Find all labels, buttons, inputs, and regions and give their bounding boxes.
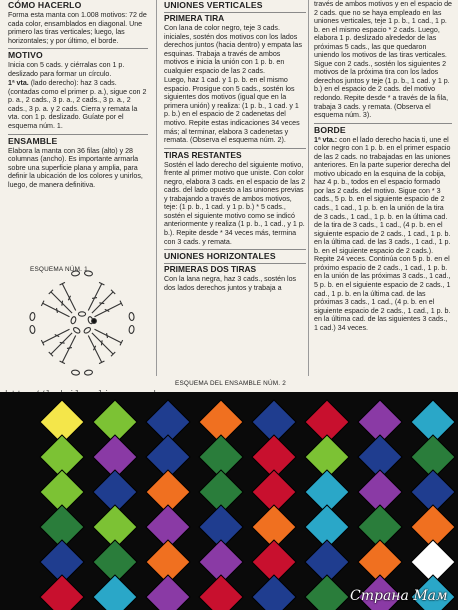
stitch-cross-bar — [62, 301, 63, 306]
separator — [314, 123, 452, 124]
chain-stitch-symbol — [84, 271, 93, 277]
paragraph-como: Forma esta manta con 1.008 motivos: 72 de cada color, ensamblados en diagonal. Une primero las tiras verticales; luego, las horizontales; y por último, el borde. — [8, 11, 147, 45]
chain-stitch-symbol — [83, 326, 91, 334]
crochet-diagram-esquema-1 — [10, 255, 150, 387]
heading-motivo: MOTIVO — [8, 50, 43, 61]
heading-borde: BORDE — [314, 124, 346, 135]
double-crochet-symbol — [88, 336, 101, 363]
chain-stitch-symbol — [30, 325, 36, 334]
double-crochet-symbol — [62, 336, 75, 363]
text-column-1 — [8, 0, 148, 190]
stitch-cross-bar — [60, 342, 65, 343]
caption-esquema-2: ESQUEMA DEL ENSAMBLE NÚM. 2 — [175, 380, 286, 387]
double-crochet-symbol — [95, 329, 122, 342]
slip-stitch-symbol — [92, 319, 97, 324]
double-crochet-symbol — [51, 333, 72, 354]
double-crochet-symbol — [95, 303, 122, 316]
caption-esquema-1: ESQUEMA NÚM. 1 — [30, 266, 88, 273]
stitch-cross-bar — [107, 333, 108, 338]
double-crochet-symbol — [43, 329, 70, 342]
text-column-2 — [164, 0, 306, 293]
separator — [8, 134, 148, 135]
paragraph-primeras-dos-tiras: Con la lana negra, haz 3 cads., sostén los dos lados derechos juntos y trabaja a — [164, 275, 297, 292]
double-crochet-symbol — [88, 284, 101, 311]
column-divider — [156, 0, 157, 376]
heading-ensamble: ENSAMBLE — [8, 135, 58, 146]
paragraph-borde: 1ª vta.: con el lado derecho hacia ti, une el color negro con 1 p. b. en el primer espacio de las 2 cads. no trabajadas en las uniones anteriores. En la parte superior derecha del motivo ubicado en la esquina de la cobija, haz 4 p. b., todos en el espacio formado por las 2 cads. del motivo. Sigue con * 3 cads., 5 p. b. en el siguiente espacio de 2 cads., 1 cad., 1 p. b. en la unión de la tira de 3 cads., 1 cad., 1 p. b. en la última cad. de la tira de 3 cads., 1 cad., (4 p. b. en el siguiente espacio de 2 cads., 1 cad., 1 p. b. en la última cad. de las 3 cads., 1 cad., 1 p. b. en el siguiente espacio de 2 cads.). Repite 24 veces. Continúa con 5 p. b. en el próximo espacio de 2 cads., 1 cad., 1 p. b. en la unión de las próximas 3 cads., 1 cad., 5 p. b. en el siguiente espacio de 2 cads., 1 cad., 1 p. b. en la última cad. de las próximas 3 cads., 1 cad., (4 p. b. en el siguiente espacio de 2 cads., 1 cad., 1 p. b. en la última cad. de las siguientes 3 cads., 1 cad.) 34 veces. — [314, 135, 451, 332]
heading-uniones-horizontales: UNIONES HORIZONTALES — [164, 251, 276, 262]
text-column-3 — [314, 0, 452, 333]
double-crochet-symbol — [92, 333, 113, 354]
double-crochet-symbol — [62, 284, 75, 311]
chain-stitch-symbol — [30, 312, 36, 321]
stitch-cross-bar — [101, 340, 102, 345]
column-divider — [308, 0, 309, 376]
site-logo: Страна Мам — [350, 588, 448, 604]
round-label: 1ª vta.: — [314, 135, 338, 144]
paragraph-ensamble: Elabora la manta con 36 filas (alto) y 28 columnas (ancho). Es importante armarla sobre una superficie plana y amplia, para definir la ubicación de los colores y unirlos, luego, de manera definitiva. — [8, 146, 143, 189]
chain-stitch-symbol — [70, 316, 76, 324]
paragraph-motivo-2: 1ª vta. (lado derecho): haz 3 cads. (contadas como el primer p. a.), sigue con 2 p. a., 2 cads., 3 p. a., 2 cads., 3 p. a., 2 cads., 3 p. a. y 2 cads. Cierra y remata la vta. con 1 p. deslizado. Guíate por el esquema núm. 1. — [8, 79, 147, 131]
chain-stitch-symbol — [71, 271, 80, 277]
assembly-diagram-esquema-2 — [0, 392, 458, 610]
chain-stitch-symbol — [71, 370, 80, 376]
separator — [8, 48, 148, 49]
stitch-cross-bar — [92, 298, 97, 299]
separator — [164, 148, 306, 149]
paragraph-primera-tira-1: Con lana de color negro, teje 3 cads. iniciales, sostén dos motivos con los lados derechos juntos (hacia dentro) y empata las esquinas. Trabaja a través de ambos motivos e inicia la unión con 1 p. b. en cualquier espacio de las 2 cads. — [164, 24, 303, 75]
paragraph-continuation: través de ambos motivos y en el espacio de 2 cads. que no se haya empleado en las uniones verticales, teje 1 p. b., 1 cad., 1 p. b. en el mismo espacio * 2 cads. Luego, elabora 1 p. deslizado alrededor de las próximas 5 cads., las que quedaron uniendo los motivos de las tiras verticales. Sigue con 2 cads., sostén los siguientes 2 motivos de la próxima tira con los lados derechos juntos y teje (1 p. b., 1 cad. y 1 p. b.) en el espacio de 2 cads. del motivo redondo. Repite desde * a través de la fila, trabaja 3 cads. y remata. (Observa el esquema núm. 3). — [314, 0, 453, 120]
chain-stitch-symbol — [129, 325, 135, 334]
heading-primera-tira: PRIMERA TIRA — [164, 13, 225, 23]
double-crochet-symbol — [43, 303, 70, 316]
stitch-cross-bar — [67, 348, 72, 349]
double-crochet-symbol — [92, 292, 113, 313]
paragraph-motivo-1: Inicia con 5 cads. y ciérralas con 1 p. deslizado para formar un círculo. — [8, 61, 125, 78]
chain-stitch-symbol — [73, 326, 81, 334]
separator — [164, 249, 306, 250]
chain-stitch-symbol — [78, 312, 85, 316]
round-label: 1ª vta. — [8, 79, 29, 88]
chain-stitch-symbol — [129, 312, 135, 321]
stitch-cross-bar — [57, 308, 58, 313]
chain-stitch-symbol — [84, 370, 93, 376]
heading-como-hacerlo: CÓMO HACERLO — [8, 0, 82, 10]
double-crochet-symbol — [51, 292, 72, 313]
paragraph-primera-tira-2: Luego, haz 1 cad. y 1 p. b. en el mismo espacio. Prosigue con 5 cads., sostén los siguientes dos motivos (igual que en la primera unión) y realiza: (1 p. b., 1 cad. y 1 p. b.) en el espacio de 2 cadenetas del motivo. Repite estas indicaciones 34 veces más; al terminar, elabora 3 cadenetas y remata. (Observa el esquema núm. 2). — [164, 76, 300, 145]
heading-primeras-dos-tiras: PRIMERAS DOS TIRAS — [164, 264, 257, 275]
stitch-cross-bar — [99, 303, 104, 304]
heading-tiras-restantes: TIRAS RESTANTES — [164, 149, 242, 160]
paragraph-tiras-restantes: Sostén el lado derecho del siguiente motivo, frente al primer motivo que uniste. Con color negro, elabora 3 cads. en el espacio de las 2 cads. del lado opuesto a las uniones previas y trabajando a través de ambos motivos, teje: (1 p. b., 1 cad. y 1 p. b.) * 5 cads., sostén el siguiente motivo como se indicó anteriormente y realiza (1 p. b., 1 cad., y 1 p. b.). Repite desde * 34 veces más, termina con 3 cads. y remata. — [164, 160, 306, 246]
heading-uniones-verticales: UNIONES VERTICALES — [164, 0, 263, 10]
